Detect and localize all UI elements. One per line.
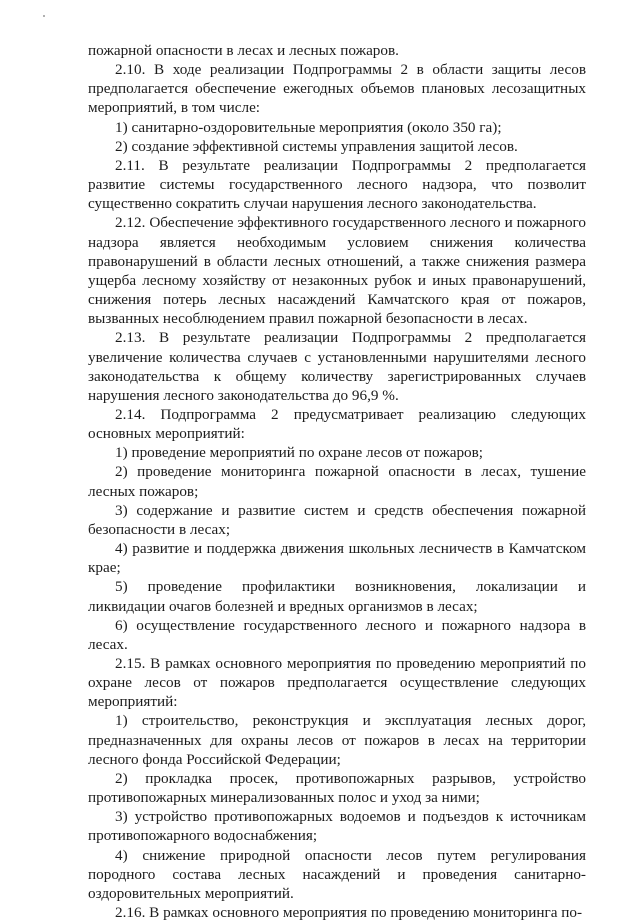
list-item-natural-hazard-reduction: 4) снижение природной опасности лесов путем регулирования породного состава лесных насаждений и проведения санитарно-оздоровительных мероприятий. <box>88 846 586 902</box>
list-item-fire-safety-systems: 3) содержание и развитие систем и средств обеспечения пожарной безопасности в лесах; <box>88 501 586 538</box>
list-item-fire-protection: 1) проведение мероприятий по охране лесов от пожаров; <box>115 444 484 462</box>
paragraph-2-14: 2.14. Подпрограмма 2 предусматривает реализацию следующих основных мероприятий: <box>88 405 586 443</box>
list-item-fire-monitoring: 2) проведение мониторинга пожарной опасности в лесах, тушение лесных пожаров; <box>88 463 586 500</box>
list-item-forest-roads: 1) строительство, реконструкция и эксплуатация лесных дорог, предназначенных для охраны лесов от пожаров в лесах на территории лесного фонда Российской Федерации; <box>88 712 586 768</box>
list-item-school-forestries: 4) развитие и поддержка движения школьных лесничеств в Камчатском крае; <box>88 540 586 577</box>
paragraph-2-10: 2.10. В ходе реализации Подпрограммы 2 в области защиты лесов предполагается обеспечение ежегодных объемов плановых лесозащитных мероприятий, в том числе: <box>88 61 586 117</box>
paragraph-continuation: пожарной опасности в лесах и лесных пожаров. <box>88 42 399 59</box>
document-page <box>88 41 586 922</box>
list-item-protection-management: 2) создание эффективной системы управления защитой лесов. <box>115 137 518 155</box>
list-item-state-supervision: 6) осуществление государственного лесного и пожарного надзора в лесах. <box>88 616 586 653</box>
paragraph-2-15: 2.15. В рамках основного мероприятия по проведению мероприятий по охране лесов от пожаров предполагается осуществление следующих мероприятий: <box>88 655 586 711</box>
list-item-firebreaks: 2) прокладка просек, противопожарных разрывов, устройство противопожарных минерализованных полос и уход за ними; <box>88 769 586 807</box>
list-item-fire-reservoirs: 3) устройство противопожарных водоемов и подъездов к источникам противопожарного водоснабжения; <box>88 808 586 845</box>
paragraph-2-13: 2.13. В результате реализации Подпрограммы 2 предполагается увеличение количества случаев с установленными нарушителями лесного законодательства к общему количеству зарегистрированных случаев нарушения лесного законодательства до 96,9 %. <box>88 329 586 404</box>
list-item-disease-prevention: 5) проведение профилактики возникновения, локализации и ликвидации очагов болезней и вредных организмов в лесах; <box>88 578 586 615</box>
list-item-sanitary-measures: 1) санитарно-оздоровительные мероприятия (около 350 га); <box>115 118 502 136</box>
paragraph-2-11: 2.11. В результате реализации Подпрограммы 2 предполагается развитие системы государственного лесного надзора, что позволит существенно сократить случаи нарушения лесного законодательства. <box>88 156 586 213</box>
paragraph-2-12: 2.12. Обеспечение эффективного государственного лесного и пожарного надзора является необходимым условием снижения количества правонарушений в области лесных отношений, а также снижения размера ущерба лесному хозяйству от незаконных рубок и иных правонарушений, снижения потерь лесных насаждений Камчатского края от пожаров, вызванных несоблюдением правил пожарной безопасности в лесах. <box>88 214 586 328</box>
scan-speck <box>43 15 45 17</box>
paragraph-2-16: 2.16. В рамках основного мероприятия по проведению мониторинга по- <box>115 904 583 922</box>
